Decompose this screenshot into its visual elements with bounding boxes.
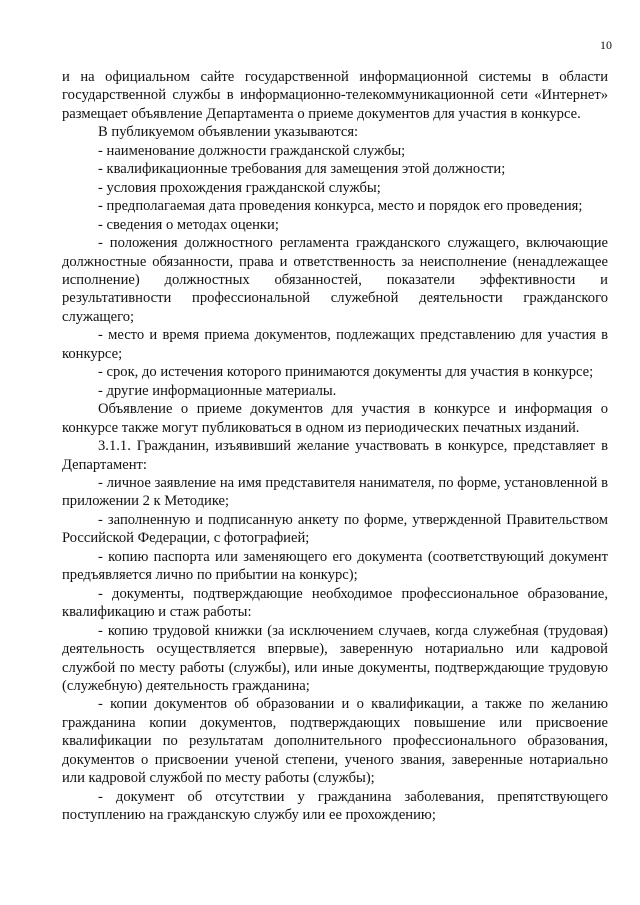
list-item: - копии документов об образовании и о квалификации, а также по желанию гражданина копии документов, подтверждающих повышение или присвоение квалификации по результатам дополнительного профессионального образования, документов о присвоении ученой степени, ученого звания, заверенные нотариально или кадровой службой по месту работы (службы); xyxy=(62,696,608,787)
list-item: - копию паспорта или заменяющего его документа (соответствующий документ предъявляется лично по прибытии на конкурс); xyxy=(62,548,608,584)
list-item: - условия прохождения гражданской службы; xyxy=(98,179,381,196)
paragraph: 3.1.1. Гражданин, изъявивший желание участвовать в конкурсе, представляет в Департамент: xyxy=(62,438,608,473)
list-item: - документы, подтверждающие необходимое профессиональное образование, квалификацию и стаж работы: xyxy=(62,585,608,621)
list-item: - наименование должности гражданской службы; xyxy=(98,142,406,159)
paragraph: и на официальном сайте государственной информационной системы в области государственной службы в информационно-телекоммуникационной сети «Интернет» размещает объявление Департамента о приеме документов для участия в конкурсе. xyxy=(62,69,608,122)
paragraph: В публикуемом объявлении указываются: xyxy=(98,124,359,141)
list-item: - положения должностного регламента гражданского служащего, включающие должностные обязанности, права и ответственность за неисполнение (ненадлежащее исполнение) должностных обязанностей, показатели эффективности и результативности профессиональной служебной деятельности гражданского служащего; xyxy=(62,235,608,325)
list-item: - заполненную и подписанную анкету по форме, утвержденной Правительством Российской Федерации, с фотографией; xyxy=(62,511,608,547)
list-item: - срок, до истечения которого принимаются документы для участия в конкурсе; xyxy=(98,364,594,381)
list-item: - сведения о методах оценки; xyxy=(98,216,279,233)
list-item: - документ об отсутствии у гражданина заболевания, препятствующего поступлению на гражданскую службу или ее прохождению; xyxy=(62,788,608,824)
list-item: - квалификационные требования для замещения этой должности; xyxy=(98,161,506,178)
list-item: - предполагаемая дата проведения конкурса, место и порядок его проведения; xyxy=(98,198,583,215)
list-item: - место и время приема документов, подлежащих представлению для участия в конкурсе; xyxy=(62,327,608,362)
list-item: - копию трудовой книжки (за исключением случаев, когда служебная (трудовая) деятельность осуществляется впервые), заверенную нотариально или кадровой службой по месту работы (службы), или иные документы, подтверждающие трудовую (служебную) деятельность гражданина; xyxy=(62,622,608,694)
paragraph: Объявление о приеме документов для участия в конкурсе и информация о конкурсе также могут публиковаться в одном из периодических печатных изданий. xyxy=(62,401,608,436)
list-item: - личное заявление на имя представителя нанимателя, по форме, установленной в приложении 2 к Методике; xyxy=(62,474,608,510)
list-item: - другие информационные материалы. xyxy=(98,382,337,399)
document-body xyxy=(62,68,608,825)
page-number: 10 xyxy=(600,38,612,52)
